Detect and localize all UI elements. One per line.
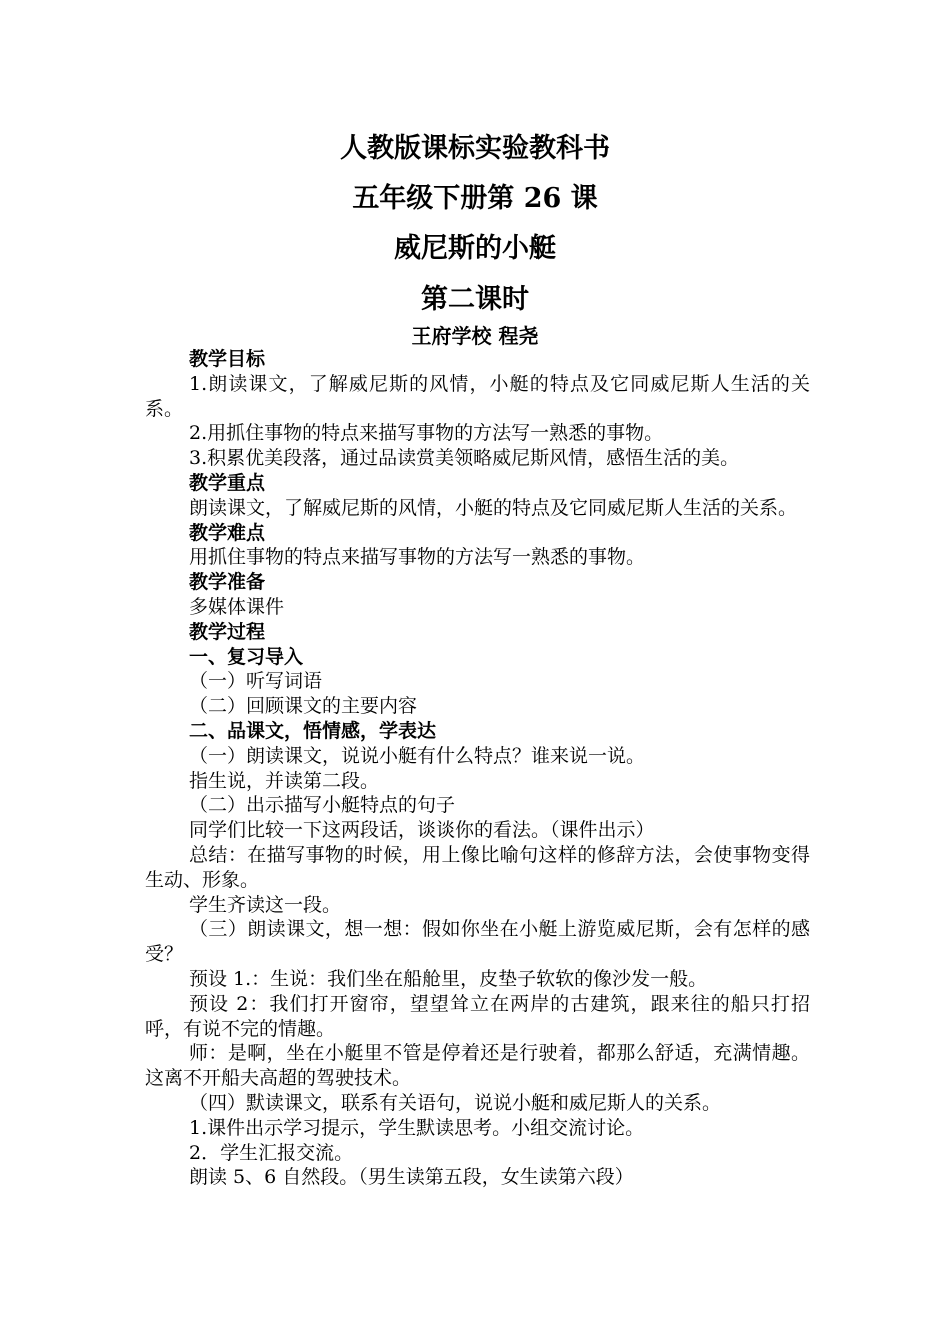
paragraph: 1.朗读课文，了解威尼斯的风情，小艇的特点及它同威尼斯人生活的关系。 (145, 372, 810, 420)
paragraph: （二）出示描写小艇特点的句子 (189, 794, 456, 817)
paragraph: （二）回顾课文的主要内容 (189, 695, 418, 718)
paragraph: （三）朗读课文，想一想：假如你坐在小艇上游览威尼斯，会有怎样的感受？ (145, 918, 810, 966)
paragraph: 预设 2：我们打开窗帘，望望耸立在两岸的古建筑，跟来往的船只打招呼，有说不完的情趣。 (145, 992, 810, 1040)
paragraph: （一）朗读课文，说说小艇有什么特点？谁来说一说。 (189, 744, 646, 767)
section-heading-key-points: 教学重点 (189, 471, 266, 494)
paragraph: 预设 1.：生说：我们坐在船舱里，皮垫子软软的像沙发一般。 (189, 967, 708, 990)
paragraph: 师：是啊，坐在小艇里不管是停着还是行驶着，都那么舒适，充满情趣。这离不开船夫高超的驾驶技术。 (145, 1042, 810, 1090)
paragraph: （一）听写词语 (189, 670, 323, 693)
document-title-period: 第二课时 (421, 284, 529, 315)
paragraph: （四）默读课文，联系有关语句，说说小艇和威尼斯人的关系。 (189, 1091, 722, 1114)
paragraph: 同学们比较一下这两段话，谈谈你的看法。（课件出示） (189, 819, 655, 842)
subsection-heading-review: 一、复习导入 (189, 645, 304, 668)
document-body (145, 347, 810, 1190)
document-title-lesson: 五年级下册第 26 课 (352, 183, 598, 214)
paragraph: 用抓住事物的特点来描写事物的方法写一熟悉的事物。 (189, 546, 646, 569)
section-heading-preparation: 教学准备 (189, 571, 266, 594)
document-title-textbook: 人教版课标实验教科书 (340, 133, 610, 164)
paragraph: 2.用抓住事物的特点来描写事物的方法写一熟悉的事物。 (189, 422, 664, 445)
paragraph: 1.课件出示学习提示，学生默读思考。小组交流讨论。 (189, 1116, 645, 1139)
paragraph: 多媒体课件 (189, 595, 285, 618)
paragraph: 3.积累优美段落，通过品读赏美领略威尼斯风情，感悟生活的美。 (189, 447, 740, 470)
paragraph: 朗读课文，了解威尼斯的风情，小艇的特点及它同威尼斯人生活的关系。 (189, 496, 798, 519)
paragraph: 总结：在描写事物的时候，用上像比喻句这样的修辞方法，会使事物变得生动、形象。 (145, 843, 810, 891)
author-line: 王府学校 程尧 (411, 324, 539, 348)
paragraph: 指生说，并读第二段。 (189, 769, 380, 792)
document-title-text: 威尼斯的小艇 (394, 233, 556, 264)
section-heading-process: 教学过程 (189, 620, 266, 643)
subsection-heading-reading: 二、品课文，悟情感，学表达 (189, 719, 437, 742)
paragraph: 朗读 5、6 自然段。（男生读第五段，女生读第六段） (189, 1166, 634, 1189)
section-heading-difficulties: 教学难点 (189, 521, 266, 544)
paragraph: 学生齐读这一段。 (189, 893, 342, 916)
section-heading-goals: 教学目标 (189, 348, 266, 370)
paragraph: 2．学生汇报交流。 (189, 1141, 354, 1164)
